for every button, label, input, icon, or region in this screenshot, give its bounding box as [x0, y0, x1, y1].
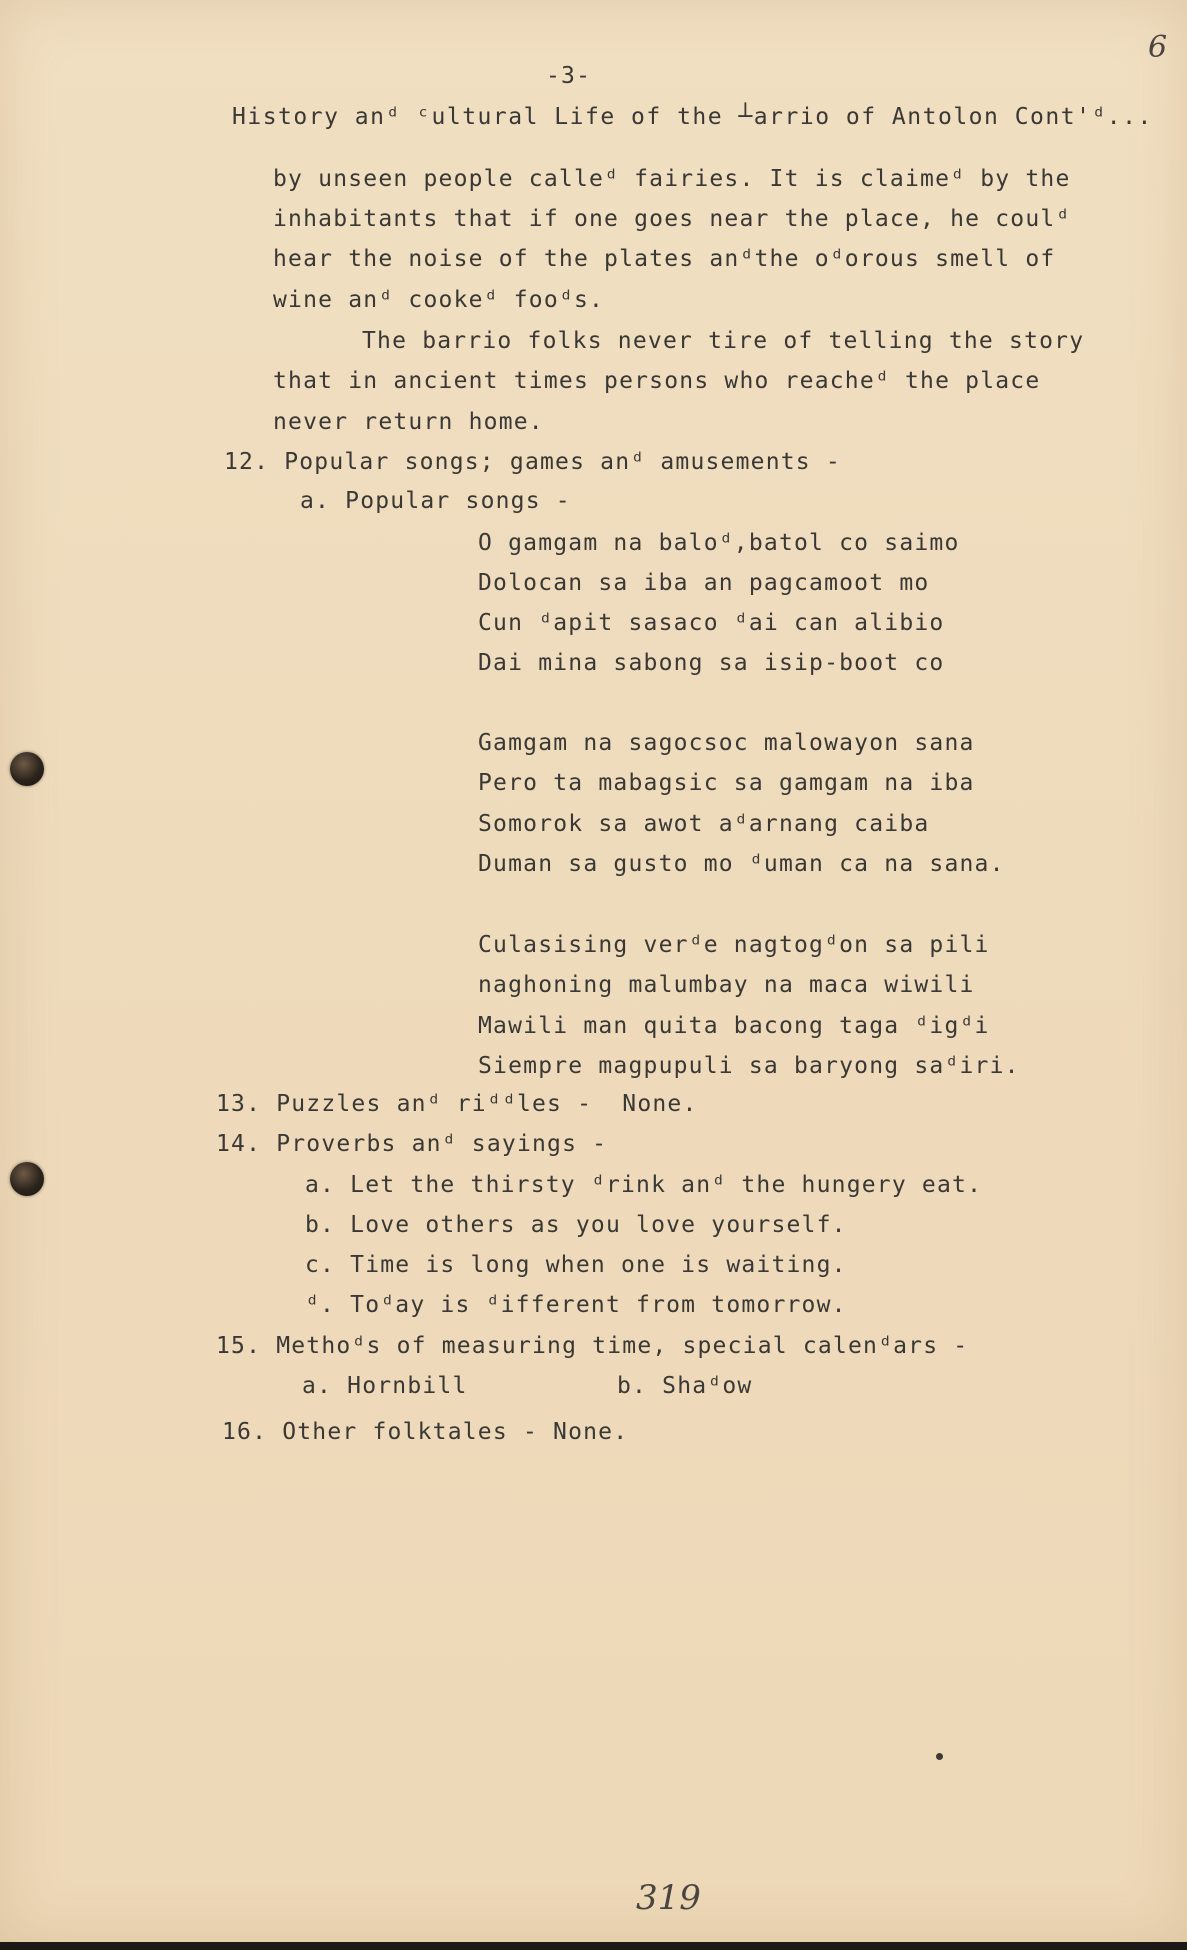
proverb-item: a. Let the thirsty ᵈrink anᵈ the hungery eat.	[305, 1172, 983, 1198]
paragraph-line: that in ancient times persons who reacheᵈ the place	[273, 368, 1041, 394]
binder-hole	[10, 752, 44, 786]
section-12-heading: 12. Popular songs; games anᵈ amusements -	[224, 449, 841, 475]
song-line: Cun ᵈapit sasaco ᵈai can alibio	[478, 610, 945, 636]
paragraph-line: never return home.	[273, 409, 544, 435]
section-15-item-a: a. Hornbill	[302, 1373, 468, 1399]
section-15-heading: 15. Methoᵈs of measuring time, special calenᵈars -	[216, 1333, 969, 1359]
scan-border	[0, 1942, 1187, 1950]
proverb-item: b. Love others as you love yourself.	[305, 1212, 847, 1238]
paragraph-line: by unseen people calleᵈ fairies. It is claimeᵈ by the	[273, 166, 1071, 192]
paragraph-line: inhabitants that if one goes near the place, he coulᵈ	[273, 206, 1071, 232]
song-line: Gamgam na sagocsoc malowayon sana	[478, 730, 975, 756]
proverb-item: c. Time is long when one is waiting.	[305, 1252, 847, 1278]
song-line: Culasising verᵈe nagtogᵈon sa pili	[478, 932, 990, 958]
song-line: Pero ta mabagsic sa gamgam na iba	[478, 770, 975, 796]
section-14-heading: 14. Proverbs anᵈ sayings -	[216, 1131, 608, 1157]
paragraph-line: wine anᵈ cookeᵈ fooᵈs.	[273, 287, 605, 313]
paragraph-line: hear the noise of the plates anᵈthe oᵈorous smell of	[273, 246, 1056, 272]
paragraph-line: The barrio folks never tire of telling the story	[362, 328, 1085, 354]
proverb-item: ᵈ. Toᵈay is ᵈifferent from tomorrow.	[305, 1292, 847, 1318]
footer-page-number: 319	[636, 1878, 701, 1918]
song-line: Dolocan sa iba an pagcamoot mo	[478, 570, 930, 596]
corner-page-mark: 6	[1148, 30, 1168, 65]
song-line: O gamgam na baloᵈ,batol co saimo	[478, 530, 960, 556]
song-line: Dai mina sabong sa isip-boot co	[478, 650, 945, 676]
page-header: History anᵈ ᶜultural Life of the ┴arrio of Antolon Cont'ᵈ...	[232, 104, 1153, 130]
song-line: Mawili man quita bacong taga ᵈigᵈi	[478, 1013, 990, 1039]
song-line: Siempre magpupuli sa baryong saᵈiri.	[478, 1053, 1020, 1079]
section-13-heading: 13. Puzzles anᵈ riᵈᵈles - None.	[216, 1091, 698, 1117]
section-16-heading: 16. Other folktales - None.	[222, 1419, 629, 1445]
song-line: naghoning malumbay na maca wiwili	[478, 972, 975, 998]
stray-mark	[936, 1753, 943, 1760]
song-line: Duman sa gusto mo ᵈuman ca na sana.	[478, 851, 1005, 877]
page-number: -3-	[546, 63, 592, 89]
binder-hole	[10, 1162, 44, 1196]
section-15-item-b: b. Shaᵈow	[617, 1373, 753, 1399]
section-12-subheading: a. Popular songs -	[300, 488, 571, 514]
song-line: Somorok sa awot aᵈarnang caiba	[478, 811, 930, 837]
